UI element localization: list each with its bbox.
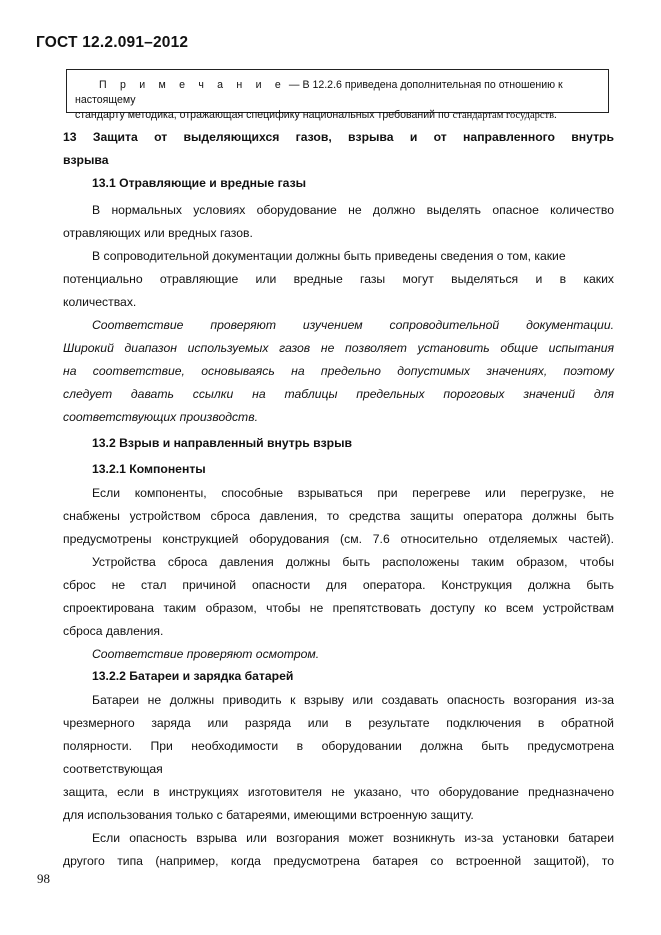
section-heading-13-cont: взрыва (63, 153, 109, 167)
italic-paragraph-line: соответствующих производств. (63, 410, 258, 424)
paragraph-line: соответствующая (63, 762, 163, 776)
paragraph-line: Батареи не должны приводить к взрыву или создавать опасность возгорания из-за (92, 693, 614, 707)
note-text-3: стандартам государств. (452, 110, 557, 121)
note-box (66, 69, 609, 121)
paragraph-line: другого типа (например, когда предусмотрена батарея со встроенной защитой), то (63, 854, 614, 868)
note-label: П р и м е ч а н и е (99, 79, 286, 91)
paragraph-line: потенциально отравляющие или вредные газы могут выделяться и в каких (63, 272, 614, 286)
paragraph-line: В нормальных условиях оборудование не должно выделять опасное количество (92, 203, 614, 217)
paragraph-line: снабжены устройством сброса давления, то средства защиты оператора должны быть (63, 509, 614, 523)
paragraph-line: сброса давления. (63, 624, 164, 638)
italic-paragraph-line: Соответствие проверяют осмотром. (92, 647, 320, 661)
subsection-heading-13-2: 13.2 Взрыв и направленный внутрь взрыв (92, 436, 352, 450)
italic-paragraph-line: следует давать ссылки на таблицы предельных пороговых значений для (63, 387, 614, 401)
subsection-heading-13-2-1: 13.2.1 Компоненты (92, 462, 206, 476)
italic-paragraph-line: Широкий диапазон используемых газов не позволяет установить общие испытания (63, 341, 614, 355)
note-line-1 (75, 78, 602, 108)
paragraph-line: количествах. (63, 295, 137, 309)
subsection-heading-13-2-2: 13.2.2 Батареи и зарядка батарей (92, 669, 294, 683)
paragraph-line: Если опасность взрыва или возгорания может возникнуть из-за установки батареи (92, 831, 614, 845)
subsection-heading-13-1: 13.1 Отравляющие и вредные газы (92, 176, 307, 190)
italic-paragraph-line: Соответствие проверяют изучением сопроводительной документации. (92, 318, 614, 332)
note-text-1: — В 12.2.6 приведена дополнительная по отношению к настоящему (75, 79, 563, 106)
paragraph-line: чрезмерного заряда или разряда или в результате подключения в обратной (63, 716, 614, 730)
section-heading-13: 13 Защита от выделяющихся газов, взрыва и от направленного внутрь (63, 130, 614, 144)
paragraph-line: защита, если в инструкциях изготовителя не указано, что оборудование предназначено (63, 785, 614, 799)
page-number: 98 (37, 871, 50, 886)
paragraph-line: Устройства сброса давления должны быть расположены таким образом, чтобы (92, 555, 614, 569)
note-text-2: стандарту методика, отражающая специфику национальных требований по (75, 109, 453, 121)
paragraph-line: Если компоненты, способные взрываться при перегреве или перегрузке, не (92, 486, 614, 500)
paragraph-line: полярности. При необходимости в оборудовании должна быть предусмотрена (63, 739, 614, 753)
paragraph-line: для использования только с батареями, имеющими встроенную защиту. (63, 808, 474, 822)
paragraph-line: отравляющих или вредных газов. (63, 226, 253, 240)
paragraph-line: спроектирована таким образом, чтобы не препятствовать доступу ко всем устройствам (63, 601, 614, 615)
paragraph-line: В сопроводительной документации должны быть приведены сведения о том, какие (92, 249, 566, 263)
italic-paragraph-line: на соответствие, основываясь на предельно допустимых значениях, поэтому (63, 364, 614, 378)
paragraph-line: сброс не стал причиной опасности для оператора. Конструкция должна быть (63, 578, 614, 592)
page-header: ГОСТ 12.2.091–2012 (36, 34, 189, 51)
paragraph-line: предусмотрены конструкцией оборудования (см. 7.6 относительно отделяемых частей). (63, 532, 614, 546)
note-line-2 (75, 108, 602, 123)
